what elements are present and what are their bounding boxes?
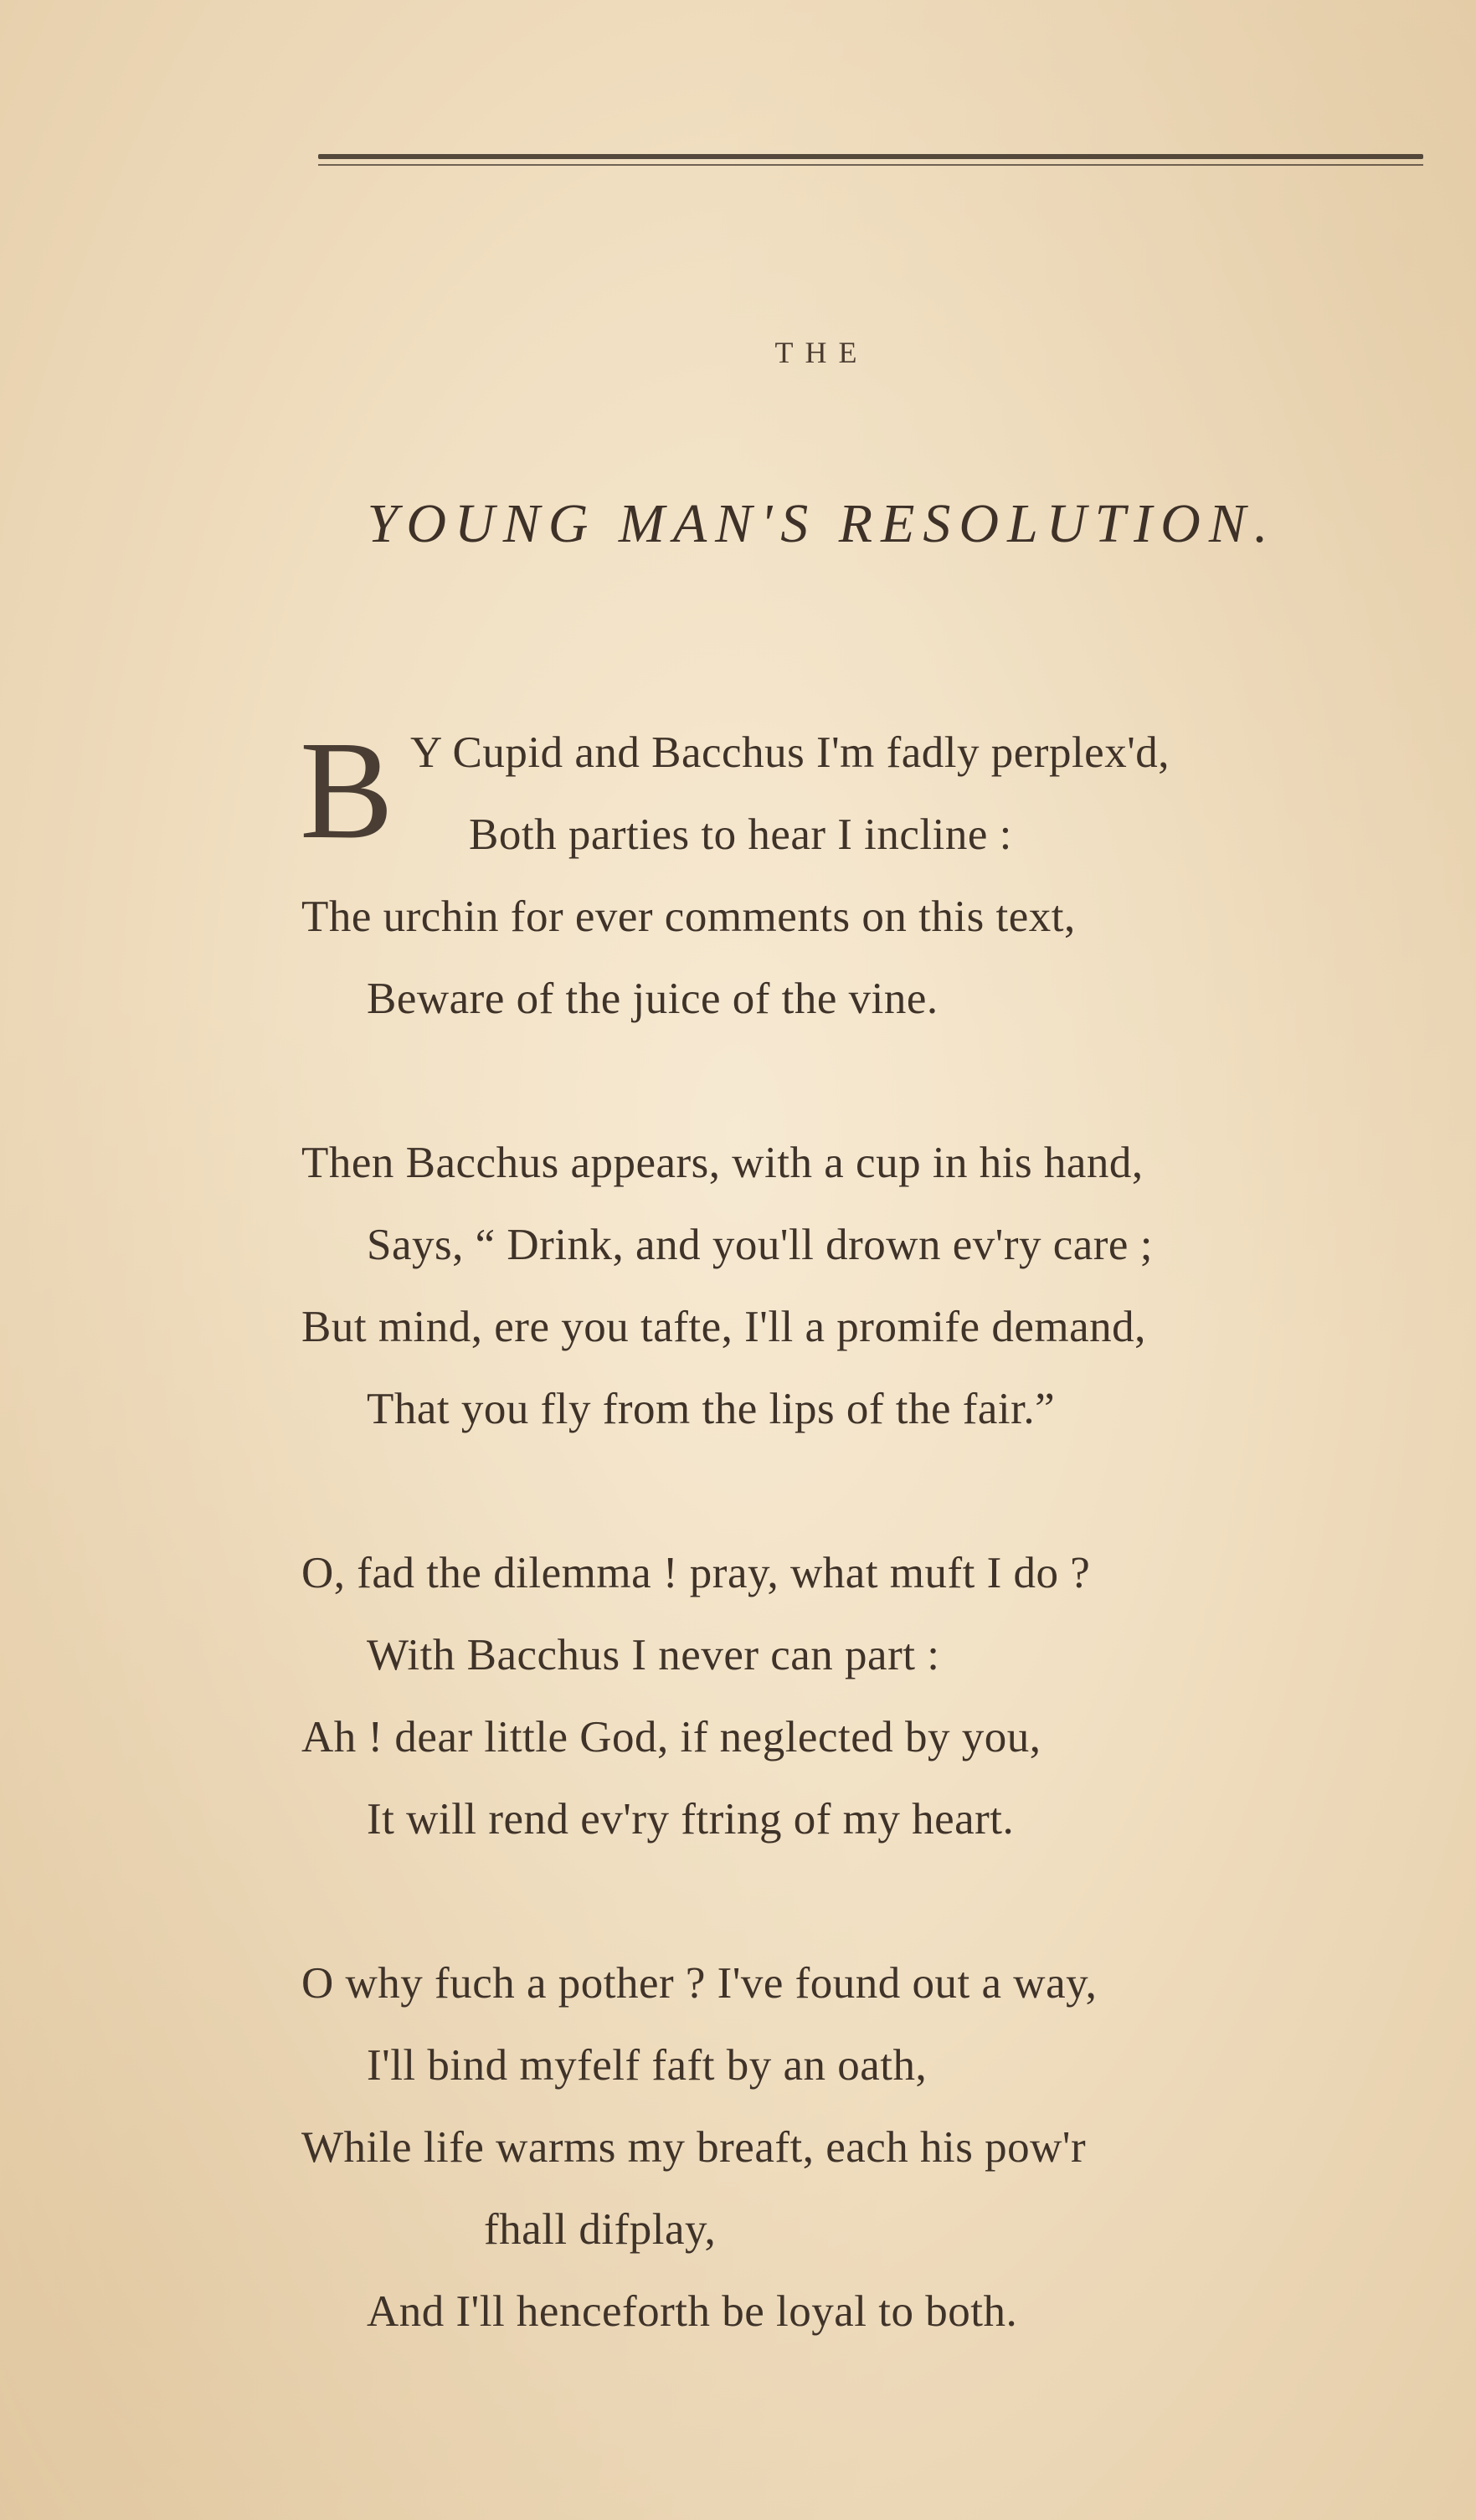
header-rule-thin	[318, 164, 1423, 166]
poem-line: While life warms my breaft, each his pow'r	[301, 2123, 1087, 2172]
poem-line: With Bacchus I never can part :	[367, 1631, 940, 1679]
stanza-4	[301, 1942, 1423, 2353]
drop-cap: B	[300, 712, 394, 868]
poem-line: fhall difplay,	[484, 2205, 717, 2254]
poem-line: O, fad the dilemma ! pray, what muft I do ?	[301, 1549, 1091, 1597]
poem-line: Both parties to hear I incline :	[469, 810, 1012, 859]
heading-the: THE	[774, 336, 869, 369]
stanza-1	[301, 712, 1423, 1040]
poem-line: I'll bind myfelf faft by an oath,	[367, 2041, 928, 2090]
poem-line: It will rend ev'ry ftring of my heart.	[367, 1795, 1015, 1844]
poem-line: The urchin for ever comments on this text,	[301, 892, 1076, 941]
poem-line: O why fuch a pother ? I've found out a way,	[301, 1959, 1098, 2008]
poem-line: That you fly from the lips of the fair.”	[367, 1385, 1056, 1433]
header-rule-thick	[318, 154, 1423, 159]
poem-line: And I'll henceforth be loyal to both.	[367, 2287, 1018, 2336]
poem-body	[301, 712, 1423, 2435]
poem-title: YOUNG MAN'S RESOLUTION.	[367, 493, 1277, 554]
poem-line: But mind, ere you tafte, I'll a promife demand,	[301, 1303, 1146, 1351]
stanza-3	[301, 1532, 1423, 1860]
stanza-2	[301, 1122, 1423, 1450]
poem-line: Says, “ Drink, and you'll drown ev'ry care ;	[367, 1221, 1153, 1269]
poem-line: Then Bacchus appears, with a cup in his hand,	[301, 1139, 1144, 1187]
poem-line: Ah ! dear little God, if neglected by you,	[301, 1713, 1041, 1761]
poem-line: Y Cupid and Bacchus I'm fadly perplex'd,	[410, 728, 1170, 777]
poem-line: Beware of the juice of the vine.	[367, 975, 939, 1023]
